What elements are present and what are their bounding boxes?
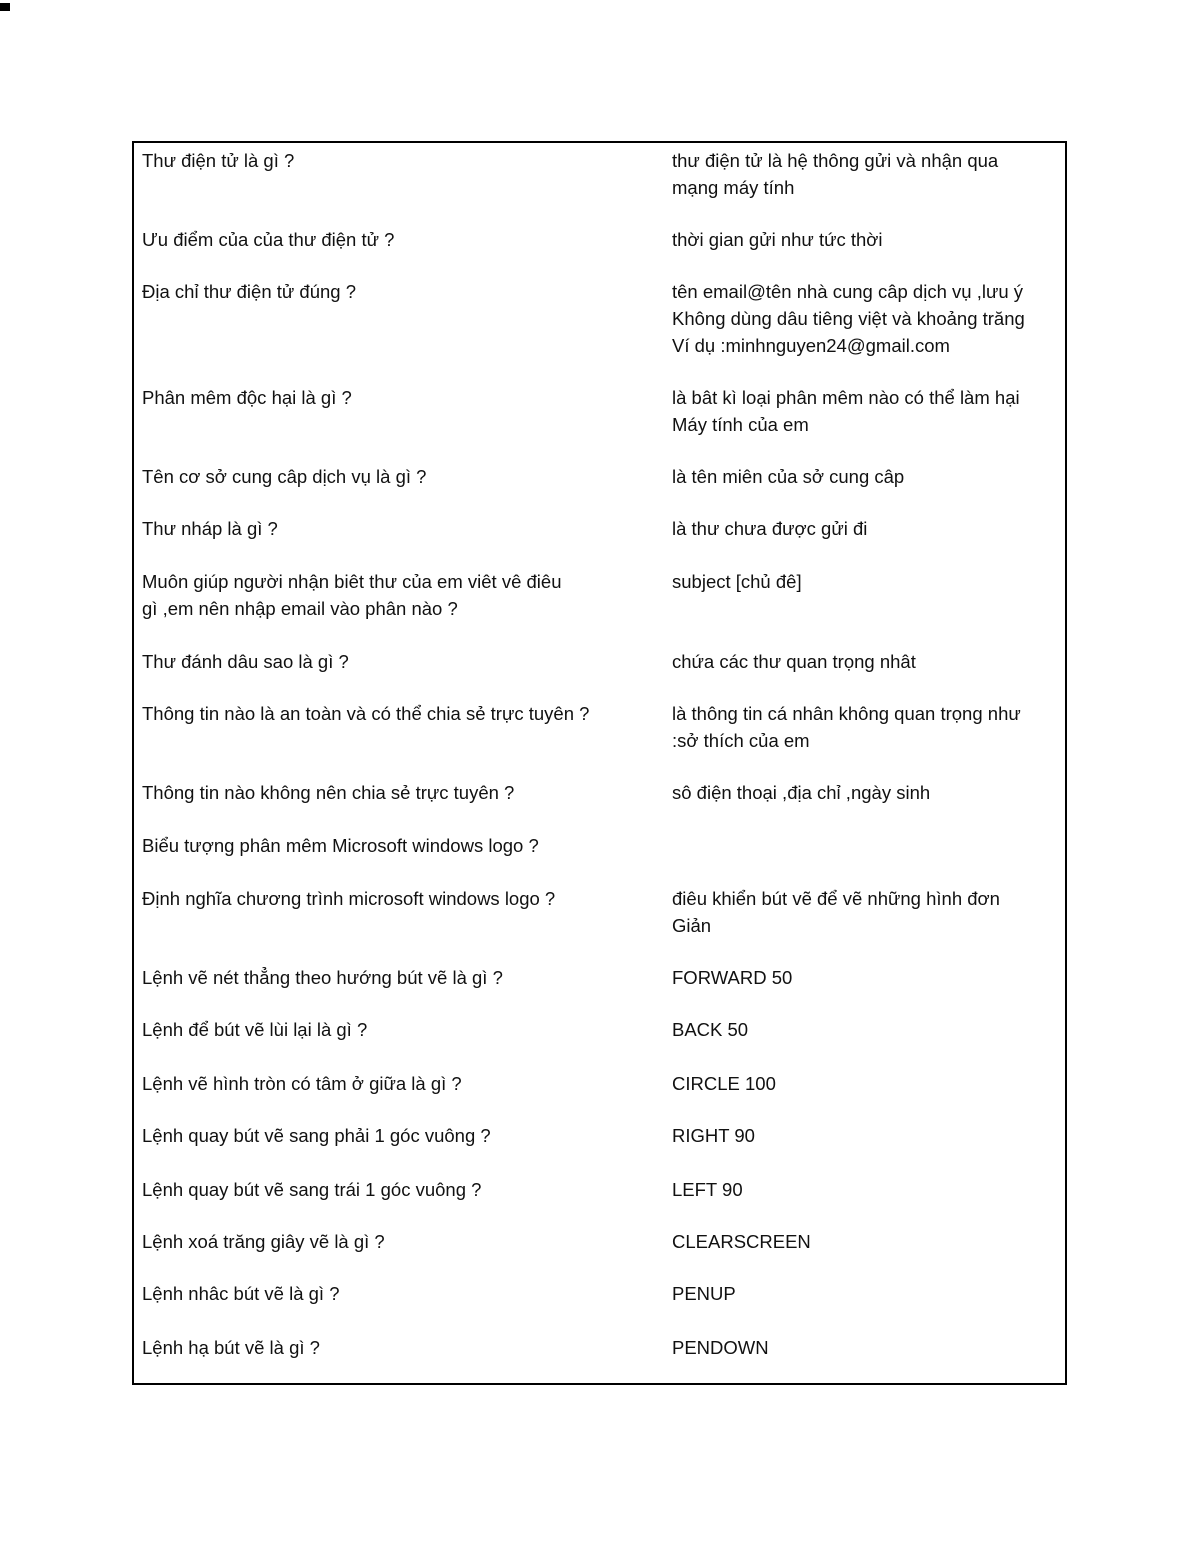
- question-text: Muôn giúp người nhận biêt thư của em viêt vê điêu gì ,em nên nhập email vào phân nào ?: [142, 571, 562, 619]
- corner-mark: [0, 3, 10, 11]
- answer-text: là tên miên của sở cung câp: [672, 466, 905, 487]
- question-text: Thư điện tử là gì ?: [142, 150, 295, 171]
- question-text: Lệnh hạ bút vẽ là gì ?: [142, 1337, 320, 1358]
- question-text: Ưu điểm của của thư điện tử ?: [142, 229, 395, 250]
- answer-text: subject [chủ đê]: [672, 571, 802, 592]
- answer-text: PENDOWN: [672, 1337, 769, 1358]
- question-text: Lệnh vẽ nét thẳng theo hướng bút vẽ là gì ?: [142, 967, 503, 988]
- answer-text: PENUP: [672, 1283, 736, 1304]
- answer-text: là bât kì loại phân mêm nào có thể làm hại Máy tính của em: [672, 387, 1020, 435]
- question-text: Lệnh nhâc bút vẽ là gì ?: [142, 1283, 340, 1304]
- question-text: Phân mêm độc hại là gì ?: [142, 387, 352, 408]
- answer-text: tên email@tên nhà cung câp dịch vụ ,lưu ý Không dùng dâu tiêng việt và khoảng trăng Ví dụ :minhnguyen24@gmail.com: [672, 281, 1025, 356]
- question-text: Thư đánh dâu sao là gì ?: [142, 651, 349, 672]
- question-text: Lệnh quay bút vẽ sang phải 1 góc vuông ?: [142, 1125, 491, 1146]
- answer-text: chứa các thư quan trọng nhât: [672, 651, 916, 672]
- question-text: Lệnh xoá trăng giây vẽ là gì ?: [142, 1231, 385, 1252]
- answer-text: điêu khiển bút vẽ để vẽ những hình đơn Giản: [672, 888, 1000, 936]
- answer-text: là thông tin cá nhân không quan trọng như :sở thích của em: [672, 703, 1021, 751]
- answer-text: thời gian gửi như tức thời: [672, 229, 883, 250]
- answer-text: LEFT 90: [672, 1179, 743, 1200]
- question-text: Tên cơ sở cung câp dịch vụ là gì ?: [142, 466, 427, 487]
- question-text: Lệnh quay bút vẽ sang trái 1 góc vuông ?: [142, 1179, 482, 1200]
- question-text: Thông tin nào không nên chia sẻ trực tuyên ?: [142, 782, 515, 803]
- answer-text: CLEARSCREEN: [672, 1231, 811, 1252]
- question-text: Lệnh vẽ hình tròn có tâm ở giữa là gì ?: [142, 1073, 462, 1094]
- question-text: Thư nháp là gì ?: [142, 518, 278, 539]
- answer-text: thư điện tử là hệ thông gửi và nhận qua mạng máy tính: [672, 150, 999, 198]
- answer-text: RIGHT 90: [672, 1125, 755, 1146]
- question-text: Lệnh để bút vẽ lùi lại là gì ?: [142, 1019, 368, 1040]
- answer-text: FORWARD 50: [672, 967, 793, 988]
- question-text: Địa chỉ thư điện tử đúng ?: [142, 281, 357, 302]
- qa-table: [132, 141, 1067, 1385]
- question-text: Biểu tượng phân mêm Microsoft windows logo ?: [142, 835, 539, 856]
- answer-text: BACK 50: [672, 1019, 749, 1040]
- question-text: Thông tin nào là an toàn và có thể chia sẻ trực tuyên ?: [142, 703, 590, 724]
- answer-text: là thư chưa được gửi đi: [672, 518, 868, 539]
- answer-text: CIRCLE 100: [672, 1073, 776, 1094]
- answer-text: sô điện thoại ,địa chỉ ,ngày sinh: [672, 782, 931, 803]
- question-text: Định nghĩa chương trình microsoft windows logo ?: [142, 888, 556, 909]
